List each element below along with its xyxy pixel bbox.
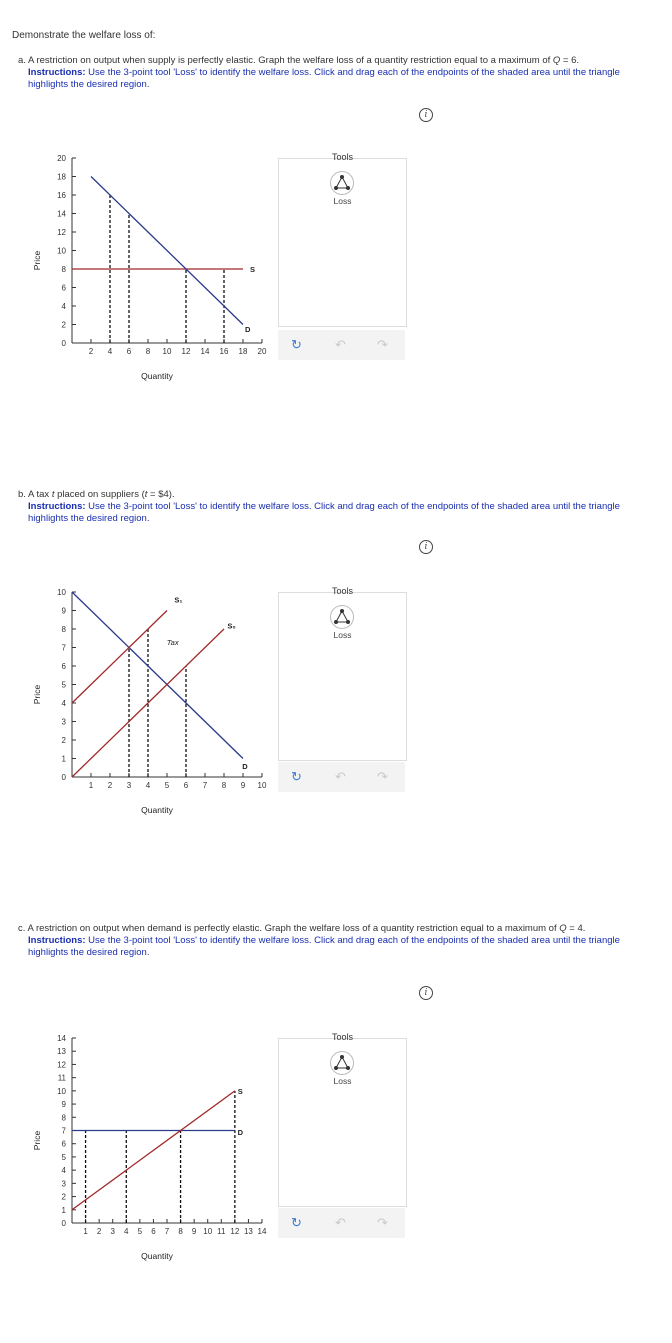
y-tick-label: 6: [61, 283, 66, 293]
curve-s1: [72, 611, 167, 704]
loss-tool-label: Loss: [333, 1076, 352, 1086]
y-tick-label: 2: [61, 1192, 66, 1202]
part-b-instructions: Use the 3-point tool 'Loss' to identify the welfare loss. Click and drag each of the endpoints of the shaded area until the triangle highlights the desired region.: [28, 501, 620, 524]
x-tick-label: 4: [145, 781, 151, 790]
x-tick-label: 12: [230, 1227, 240, 1236]
curve-label: D: [242, 761, 248, 771]
x-tick-label: 7: [164, 1227, 170, 1236]
y-tick-label: 10: [57, 1086, 66, 1096]
y-tick-label: 11: [57, 1073, 66, 1083]
x-tick-label: 10: [162, 347, 172, 356]
y-tick-label: 10: [57, 588, 66, 597]
y-tick-label: 20: [57, 154, 66, 163]
x-tick-label: 20: [257, 347, 267, 356]
y-tick-label: 1: [61, 754, 66, 764]
origin-label: 0: [61, 1219, 66, 1228]
part-b-action-bar: [278, 762, 405, 792]
redo-icon[interactable]: ↷: [377, 337, 388, 352]
part-c-text: [18, 923, 658, 959]
y-axis-label: Price: [32, 1130, 42, 1151]
part-a-info-icon[interactable]: i: [419, 108, 433, 122]
y-tick-label: 13: [57, 1047, 66, 1057]
x-tick-label: 2: [88, 347, 94, 356]
x-tick-label: 14: [257, 1227, 267, 1236]
y-tick-label: 6: [61, 662, 66, 671]
part-b-question: b. A tax: [18, 489, 52, 500]
x-tick-label: 8: [145, 347, 151, 356]
part-a-instructions-label: Instructions:: [28, 67, 86, 78]
y-tick-label: 2: [61, 320, 66, 330]
part-a-q-var: Q: [552, 55, 561, 66]
part-c-q-var: Q: [559, 923, 567, 934]
curve-s: [72, 1091, 235, 1210]
part-a-action-bar: [278, 330, 405, 360]
part-b-tools-panel: [278, 586, 407, 761]
y-tick-label: 7: [61, 643, 66, 653]
part-b-loss-tool-button[interactable]: [330, 605, 354, 629]
part-c-instructions-label: Instructions:: [28, 935, 86, 946]
origin-label: 0: [61, 773, 66, 782]
x-tick-label: 8: [178, 1227, 183, 1236]
y-tick-label: 4: [61, 1166, 66, 1176]
reset-icon[interactable]: ↻: [291, 769, 302, 784]
y-tick-label: 8: [61, 1113, 66, 1123]
curve-d: [72, 592, 243, 759]
y-axis-label: Price: [32, 684, 42, 705]
y-tick-label: 18: [57, 172, 66, 182]
y-tick-label: 14: [57, 209, 66, 219]
x-tick-label: 2: [107, 781, 113, 790]
curve-label: S₀: [227, 621, 236, 631]
x-tick-label: 10: [257, 781, 267, 790]
x-tick-label: 6: [151, 1227, 156, 1236]
part-a-question: a. A restriction on output when supply is perfectly elastic. Graph the welfare loss of a quantity restriction equal to a maximum of: [18, 55, 553, 66]
x-axis-label: Quantity: [141, 805, 173, 815]
part-c-tools-panel: [278, 1032, 407, 1207]
x-tick-label: 9: [240, 781, 246, 790]
redo-icon[interactable]: ↷: [377, 769, 388, 784]
part-c-info-icon[interactable]: i: [419, 986, 433, 1000]
y-tick-label: 5: [61, 680, 66, 690]
y-tick-label: 6: [61, 1139, 66, 1149]
part-c-question: c. A restriction on output when demand is perfectly elastic. Graph the welfare loss of a quantity restriction equal to a maximum of: [18, 923, 560, 934]
y-tick-label: 2: [61, 736, 66, 745]
y-tick-label: 9: [61, 606, 66, 616]
x-tick-label: 10: [203, 1227, 213, 1236]
redo-icon[interactable]: ↷: [377, 1215, 388, 1230]
y-tick-label: 16: [57, 191, 66, 200]
undo-icon[interactable]: ↶: [335, 1215, 346, 1230]
loss-tool-icon: [331, 606, 353, 628]
reset-icon[interactable]: ↻: [291, 1215, 302, 1230]
curve-label: D: [245, 325, 251, 335]
tools-title: Tools: [331, 1032, 353, 1042]
x-tick-label: 3: [126, 781, 132, 790]
x-tick-label: 4: [107, 347, 113, 356]
undo-icon[interactable]: ↶: [335, 337, 346, 352]
x-tick-label: 16: [219, 347, 229, 356]
y-tick-label: 9: [61, 1100, 66, 1110]
reset-icon[interactable]: ↻: [291, 337, 302, 352]
x-axis-label: Quantity: [141, 1251, 173, 1261]
curve-label: Tax: [166, 637, 179, 647]
y-tick-label: 4: [61, 302, 66, 311]
loss-tool-icon: [331, 172, 353, 194]
x-tick-label: 8: [221, 781, 227, 790]
y-tick-label: 8: [61, 625, 66, 634]
y-tick-label: 1: [61, 1205, 66, 1215]
x-tick-label: 3: [110, 1227, 115, 1236]
part-b-t-var: t: [51, 489, 55, 500]
part-c-graph[interactable]: [20, 1028, 270, 1268]
part-a-graph[interactable]: [20, 148, 270, 388]
page-intro: Demonstrate the welfare loss of:: [12, 30, 156, 41]
part-b-instructions-label: Instructions:: [28, 501, 86, 512]
part-c-instructions: Use the 3-point tool 'Loss' to identify the welfare loss. Click and drag each of the endpoints of the shaded area until the triangle highlights the desired region.: [28, 935, 620, 958]
part-b-info-icon[interactable]: i: [419, 540, 433, 554]
curve-label: S: [237, 1086, 243, 1096]
part-a-question-end: = 6.: [560, 55, 580, 66]
x-axis-label: Quantity: [141, 371, 173, 381]
x-tick-label: 5: [164, 781, 170, 790]
curve-d: [91, 177, 243, 325]
x-tick-label: 18: [238, 347, 248, 356]
loss-tool-icon: [331, 1052, 353, 1074]
y-tick-label: 10: [57, 246, 66, 256]
curve-label: S: [249, 265, 256, 274]
y-tick-label: 14: [57, 1034, 66, 1043]
part-c-question-end: = 4.: [566, 923, 586, 934]
part-a-text: [18, 55, 658, 91]
x-tick-label: 7: [202, 781, 208, 790]
tools-title: Tools: [331, 586, 353, 596]
tools-title: Tools: [331, 152, 353, 162]
y-tick-label: 4: [61, 699, 66, 708]
part-a-tools-panel: [278, 152, 407, 327]
x-tick-label: 9: [191, 1227, 197, 1236]
x-tick-label: 1: [83, 1227, 88, 1236]
x-tick-label: 11: [217, 1227, 226, 1236]
part-a-loss-tool-button[interactable]: [330, 171, 354, 195]
part-b-text: [18, 489, 658, 525]
x-tick-label: 4: [124, 1227, 129, 1236]
x-tick-label: 5: [137, 1227, 143, 1236]
part-b-graph[interactable]: [20, 582, 270, 822]
part-c-action-bar: [278, 1208, 405, 1238]
undo-icon[interactable]: ↶: [335, 769, 346, 784]
y-tick-label: 7: [61, 1126, 66, 1136]
x-tick-label: 2: [96, 1227, 102, 1236]
loss-tool-label: Loss: [333, 630, 352, 640]
curve-label: D: [237, 1127, 243, 1137]
x-tick-label: 14: [200, 347, 210, 356]
x-tick-label: 6: [126, 347, 132, 356]
part-b-question-end: = $4).: [147, 489, 175, 500]
y-tick-label: 3: [61, 1179, 66, 1189]
y-tick-label: 12: [57, 1060, 66, 1070]
curve-label: S₁: [174, 595, 183, 605]
part-b-question-mid: placed on suppliers (: [54, 489, 145, 500]
part-a-instructions: Use the 3-point tool 'Loss' to identify the welfare loss. Click and drag each of the endpoints of the shaded area until the triangle highlights the desired region.: [28, 67, 620, 90]
origin-label: 0: [61, 339, 66, 348]
y-tick-label: 5: [61, 1152, 66, 1162]
x-tick-label: 12: [181, 347, 191, 356]
y-tick-label: 3: [61, 717, 66, 727]
y-tick-label: 8: [61, 265, 66, 274]
part-c-loss-tool-button[interactable]: [330, 1051, 354, 1075]
y-tick-label: 12: [57, 228, 66, 237]
part-b-t-var2: t: [144, 489, 148, 500]
x-tick-label: 6: [183, 781, 189, 790]
loss-tool-label: Loss: [333, 196, 352, 206]
x-tick-label: 13: [243, 1227, 253, 1236]
x-tick-label: 1: [88, 781, 94, 790]
y-axis-label: Price: [32, 250, 42, 271]
